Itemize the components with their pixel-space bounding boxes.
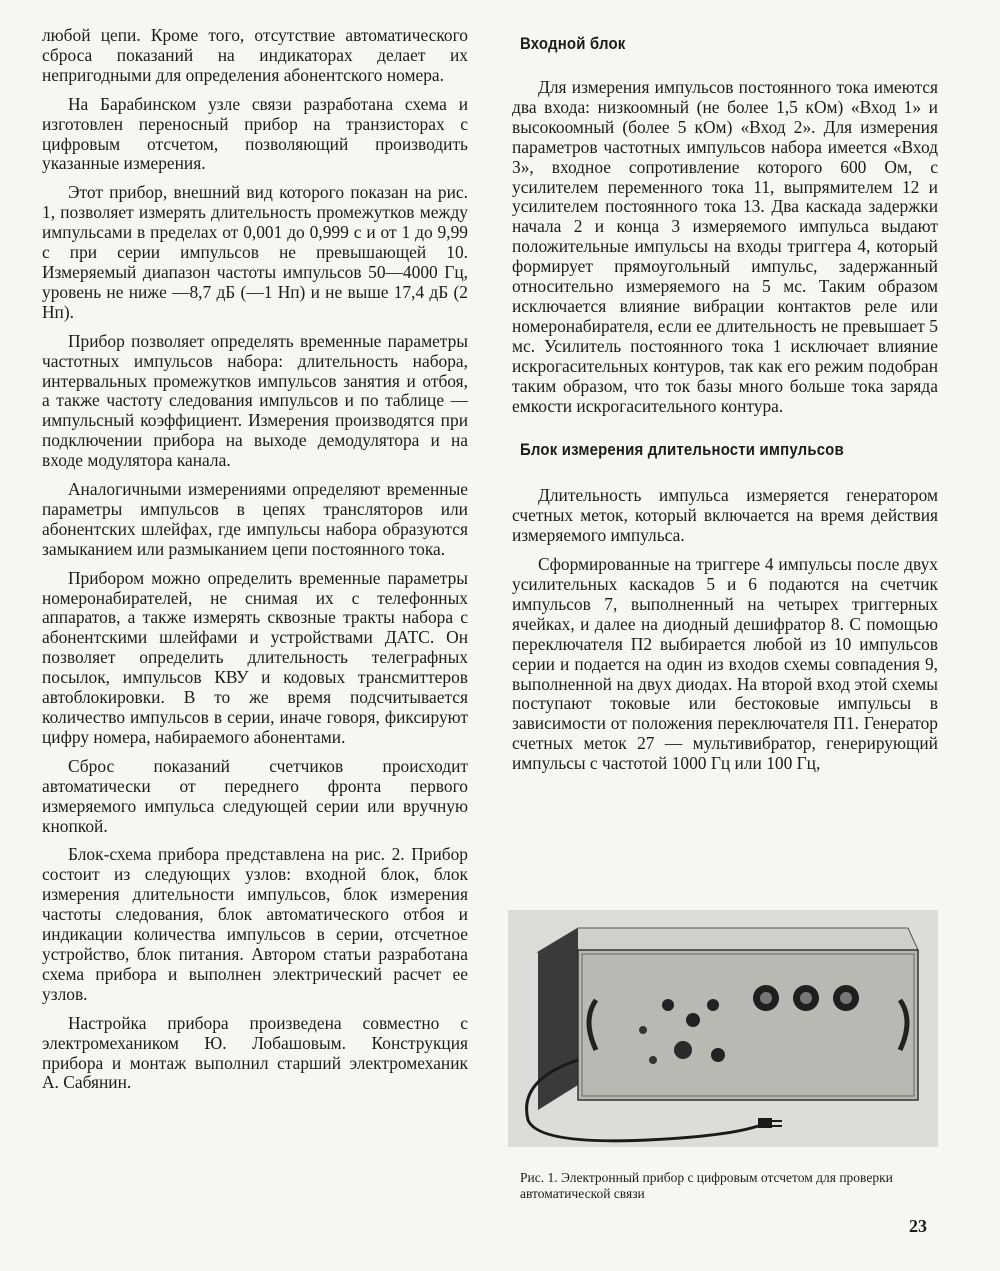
paragraph: Настройка прибора произведена совместно с электромехаником Ю. Лобашовым. Конструкция прибора и монтаж выполнил старший электромеханик А. Сабянин. (42, 1012, 468, 1093)
device-illustration (508, 910, 938, 1147)
paragraph: Прибором можно определить временные параметры номеронабирателей, не снимая их с телефонных аппаратов, а также измерять сквозные тракты набора с абонентскими шлейфами и устройствами ДАТС. Он позволяет определить длительность телеграфных посылок, импульсов КВУ и кодовых трансмиттеров автоблокировки. В то же время подсчитывается количество импульсов в серии, иначе говоря, фиксируют цифру номера, набираемого абонентами. (42, 567, 468, 747)
paragraph: Сброс показаний счетчиков происходит автоматически от переднего фронта первого измеряемого импульса следующей серии или вручную кнопкой. (42, 755, 468, 836)
paragraph: Прибор позволяет определять временные параметры частотных импульсов набора: длительность набора, интервальных промежутков импульсов занятия и отбоя, а также частоту следования импульсов и по таблице — импульсный коэффициент. Измерения производятся при подключении прибора на выходе демодулятора и на входе модулятора канала. (42, 330, 468, 471)
section-heading-duration-block: Блок измерения длительности импульсов (520, 440, 844, 460)
paragraph: Аналогичными измерениями определяют временные параметры импульсов в цепях трансляторов или абонентских шлейфах, где импульсы набора образуются замыканием или размыканием цепи постоянного тока. (42, 479, 468, 559)
paragraph: Для измерения импульсов постоянного тока имеются два входа: низкоомный (не более 1,5 кОм) «Вход 1» и высокоомный (более 5 кОм) «Вход 2». Для измерения параметров частотных импульсов набора имеется «Вход 3», входное сопротивление которого 600 Ом, с усилителем переменного тока 11, выпрямителем 12 и усилителем постоянного тока 13. Два каскада задержки начала 2 и конца 3 измеряемого импульса выдают положительные импульсы на входы триггера 4, который формирует прямоугольный импульс, задержанный относительно измеряемого на 5 мс. Таким образом исключается влияние вибрации контактов реле или номеронабирателя, если ее длительность не превышает 5 мс. Усилитель постоянного тока 1 исключает влияние искрогасительных контуров, так как его режим подобран таким образом, что ток базы много больше тока заряда емкости искрогасительного контура. (512, 77, 938, 416)
paragraph: Этот прибор, внешний вид которого показан на рис. 1, позволяет измерять длительность промежутков между импульсами в пределах от 0,001 до 0,999 с и от 1 до 9,99 с при серии импульсов не превышающей 10. Измеряемый диапазон частоты импульсов 50—4000 Гц, уровень не ниже —8,7 дБ (—1 Нп) и не выше 17,4 дБ (2 Нп). (42, 182, 468, 322)
device-photo (508, 910, 938, 1147)
left-column (42, 26, 468, 1102)
paragraph: Сформированные на триггере 4 импульсы после двух усилительных каскадов 5 и 6 подаются на счетчик импульсов 7, выполненный на четырех триггерных ячейках, и далее на диодный дешифратор 8. С помощью переключателя П2 выбирается любой из 10 импульсов серии и подается на один из входов схемы совпадения 9, выполненной на двух диодах. На второй вход этой схемы поступают токовые или бестоковые импульсы в зависимости от положения переключателя П1. Генератор счетных меток 27 — мультивибратор, генерирующий импульсы с частотой 1000 Гц или 100 Гц, (512, 554, 938, 774)
paragraph: На Барабинском узле связи разработана схема и изготовлен переносный прибор на транзисторах с цифровым отсчетом, позволяющий производить указанные измерения. (42, 93, 468, 174)
page-number: 23 (909, 1216, 927, 1236)
paragraph: Блок-схема прибора представлена на рис. 2. Прибор состоит из следующих узлов: входной блок, блок измерения длительности импульсов, блок измерения частоты следования, блок автоматического отбоя и индикации количества импульсов в серии, отсчетное устройство, блок питания. Автором статьи разработана схема прибора и выполнен электрический расчет ее узлов. (42, 844, 468, 1004)
paragraph: Длительность импульса измеряется генератором счетных меток, который включается на время действия измеряемого импульса. (512, 485, 938, 546)
section-heading-input-block: Входной блок (520, 34, 626, 53)
right-column (512, 26, 938, 783)
figure-caption: Рис. 1. Электронный прибор с цифровым отсчетом для проверки автоматической связи (520, 1170, 893, 1201)
paragraph: любой цепи. Кроме того, отсутствие автоматического сброса показаний на индикаторах делает их непригодными для определения абонентского номера. (42, 25, 468, 85)
